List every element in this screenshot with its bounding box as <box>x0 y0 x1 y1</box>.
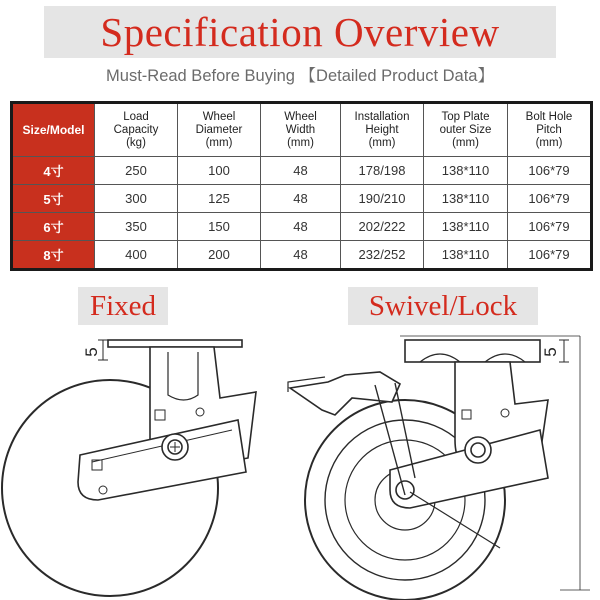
swivel-caster-label: Swivel/Lock <box>368 289 518 322</box>
table-cell: 232/252 <box>341 241 424 270</box>
swivel-caster-drawing <box>288 336 590 600</box>
table-cell: 250 <box>95 157 178 185</box>
page-title: Specification Overview <box>100 9 500 55</box>
table-cell: 202/222 <box>341 213 424 241</box>
swivel-dimension-label: 5 <box>541 347 560 357</box>
table-cell: 138*110 <box>424 241 508 270</box>
table-cell: 138*110 <box>424 157 508 185</box>
table-cell: 125 <box>178 185 261 213</box>
table-cell: 48 <box>261 241 341 270</box>
table-cell: 178/198 <box>341 157 424 185</box>
table-cell: 200 <box>178 241 261 270</box>
col-header-top-plate-size: Top Plate outer Size (mm) <box>424 103 508 157</box>
table-cell: 100 <box>178 157 261 185</box>
table-cell: 106*79 <box>508 185 592 213</box>
table-cell: 106*79 <box>508 241 592 270</box>
table-cell: 190/210 <box>341 185 424 213</box>
table-cell: 48 <box>261 213 341 241</box>
col-header-load-capacity: Load Capacity (kg) <box>95 103 178 157</box>
col-header-wheel-width: Wheel Width (mm) <box>261 103 341 157</box>
size-model-cell: 4寸 <box>12 157 95 185</box>
size-model-cell: 8寸 <box>12 241 95 270</box>
table-cell: 400 <box>95 241 178 270</box>
table-cell: 138*110 <box>424 213 508 241</box>
table-cell: 350 <box>95 213 178 241</box>
size-model-cell: 6寸 <box>12 213 95 241</box>
table-cell: 106*79 <box>508 157 592 185</box>
fixed-dimension-label: 5 <box>82 347 101 357</box>
col-header-size-model: Size/Model <box>12 103 95 157</box>
fixed-caster-label: Fixed <box>89 289 157 322</box>
size-model-cell: 5寸 <box>12 185 95 213</box>
table-cell: 138*110 <box>424 185 508 213</box>
table-cell: 48 <box>261 185 341 213</box>
col-header-bolt-hole-pitch: Bolt Hole Pitch (mm) <box>508 103 592 157</box>
table-cell: 300 <box>95 185 178 213</box>
table-cell: 48 <box>261 157 341 185</box>
table-cell: 106*79 <box>508 213 592 241</box>
col-header-wheel-diameter: Wheel Diameter (mm) <box>178 103 261 157</box>
col-header-installation-height: Installation Height (mm) <box>341 103 424 157</box>
fixed-caster-drawing <box>2 340 256 596</box>
subtitle: Must-Read Before Buying 【Detailed Product Data】 <box>106 67 494 85</box>
table-cell: 150 <box>178 213 261 241</box>
